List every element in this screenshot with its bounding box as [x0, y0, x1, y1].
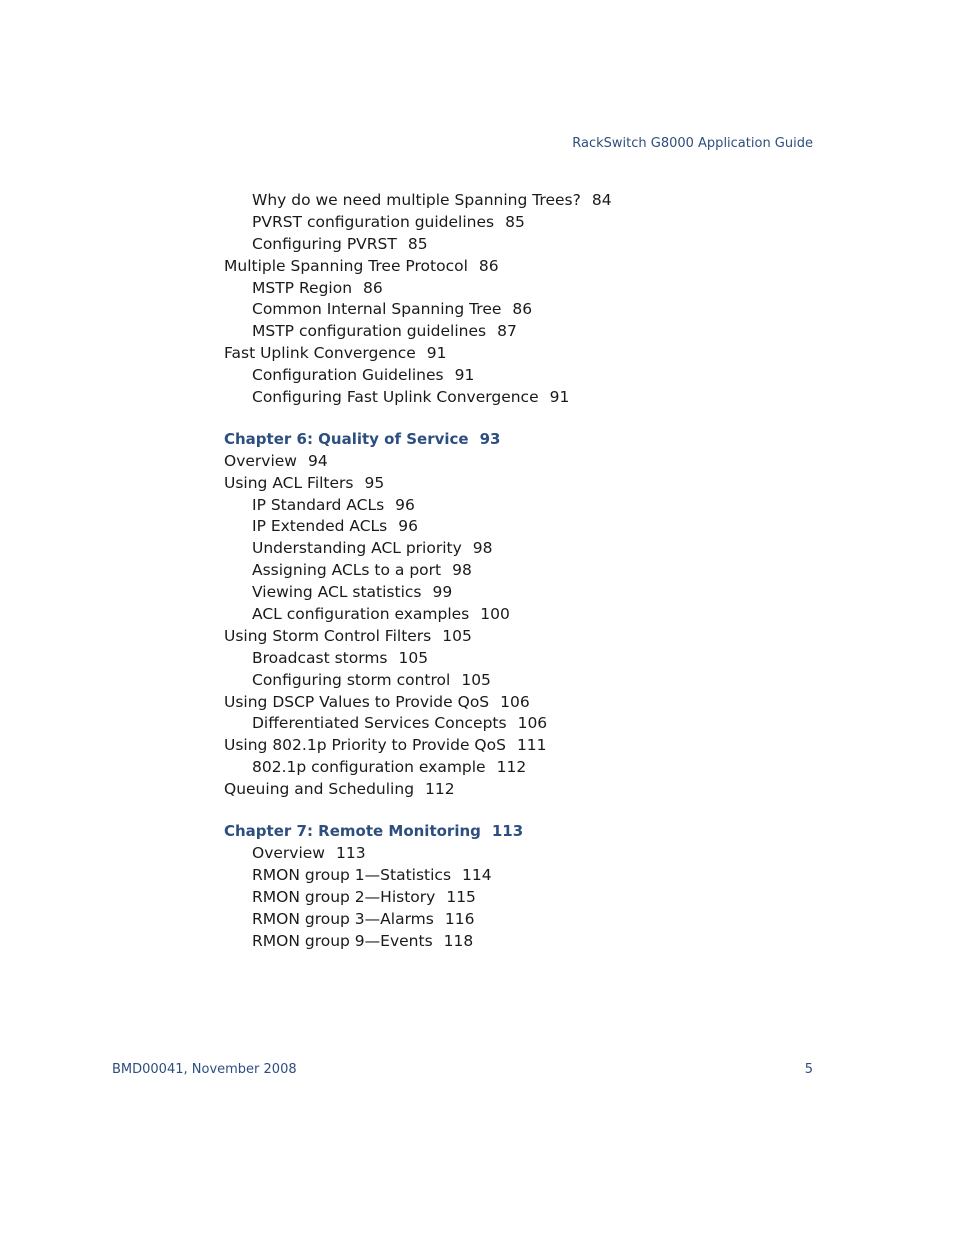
- toc-entry-page: 93: [479, 429, 501, 448]
- toc-entry[interactable]: [224, 931, 844, 953]
- toc-entry-title: ACL configuration examples: [252, 605, 470, 624]
- toc-entry-page: 99: [432, 583, 453, 602]
- toc-entry-page: 115: [446, 887, 476, 906]
- toc-entry-page: 106: [517, 714, 548, 733]
- toc-entry[interactable]: [224, 670, 844, 692]
- toc-entry[interactable]: [224, 256, 844, 278]
- toc-entry-page: 112: [425, 780, 455, 799]
- toc-entry[interactable]: [224, 343, 844, 365]
- toc-entry-title: Viewing ACL statistics: [252, 583, 422, 602]
- toc-entry-title: Overview: [252, 843, 325, 862]
- toc-entry-title: MSTP Region: [252, 278, 353, 297]
- toc-entry-page: 113: [491, 822, 524, 841]
- toc-entry[interactable]: [224, 278, 844, 300]
- toc-entry[interactable]: [224, 648, 844, 670]
- toc-entry[interactable]: [224, 582, 844, 604]
- toc-entry-title: RMON group 9—Events: [252, 931, 433, 950]
- toc-entry-title: Configuration Guidelines: [252, 366, 444, 385]
- toc-entry[interactable]: [224, 779, 844, 801]
- toc-entry-page: 112: [496, 758, 527, 777]
- toc-entry[interactable]: [224, 234, 844, 256]
- toc-entry[interactable]: [224, 538, 844, 560]
- toc-entry-title: IP Extended ACLs: [252, 517, 388, 536]
- toc-entry[interactable]: [224, 757, 844, 779]
- toc-entry-title: Overview: [224, 451, 297, 470]
- toc-entry-title: RMON group 2—History: [252, 887, 436, 906]
- toc-entry-title: 802.1p configuration example: [252, 758, 486, 777]
- toc-entry-page: 86: [478, 256, 499, 275]
- toc-entry[interactable]: [224, 735, 844, 757]
- toc-entry[interactable]: [224, 626, 844, 648]
- toc-entry-title: Chapter 7: Remote Monitoring: [224, 822, 481, 841]
- footer-doc-id-date: BMD00041, November 2008: [112, 1062, 297, 1077]
- toc-entry-title: Understanding ACL priority: [252, 539, 462, 558]
- toc-entry-page: 95: [364, 473, 385, 492]
- toc-entry-page: 106: [500, 692, 530, 711]
- toc-entry-title: PVRST configuration guidelines: [252, 212, 495, 231]
- toc-entry-title: Using ACL Filters: [224, 473, 354, 492]
- toc-entry[interactable]: [224, 887, 844, 909]
- toc-entry-title: Using DSCP Values to Provide QoS: [224, 692, 490, 711]
- toc-entry-page: 116: [444, 909, 475, 928]
- toc-entry[interactable]: [224, 516, 844, 538]
- toc-entry-title: Differentiated Services Concepts: [252, 714, 507, 733]
- toc-entry-title: Multiple Spanning Tree Protocol: [224, 256, 468, 275]
- toc-entry[interactable]: [224, 713, 844, 735]
- toc-entry-title: RMON group 1—Statistics: [252, 865, 452, 884]
- toc-chapter-heading[interactable]: [224, 429, 844, 451]
- toc-entry-page: 96: [398, 517, 418, 536]
- toc-entry-title: Fast Uplink Convergence: [224, 344, 416, 363]
- toc-entry-page: 85: [505, 212, 525, 231]
- toc-entry-page: 85: [407, 234, 428, 253]
- toc-entry-title: Using 802.1p Priority to Provide QoS: [224, 736, 506, 755]
- toc-entry[interactable]: [224, 495, 844, 517]
- toc-entry-page: 98: [472, 539, 493, 558]
- toc-entry[interactable]: [224, 473, 844, 495]
- toc-entry-page: 98: [452, 561, 472, 580]
- toc-entry-title: Broadcast storms: [252, 648, 388, 667]
- footer-page-number: 5: [804, 1062, 813, 1077]
- toc-entry-page: 118: [443, 931, 474, 950]
- toc-entry-title: IP Standard ACLs: [252, 495, 385, 514]
- toc-entry-page: 105: [442, 626, 472, 645]
- toc-entry[interactable]: [224, 560, 844, 582]
- toc-entry-page: 87: [497, 322, 517, 341]
- toc-entry[interactable]: [224, 387, 844, 409]
- toc-entry-title: RMON group 3—Alarms: [252, 909, 434, 928]
- toc-entry-title: Queuing and Scheduling: [224, 780, 415, 799]
- toc-entry-title: MSTP configuration guidelines: [252, 322, 487, 341]
- toc-entry[interactable]: [224, 865, 844, 887]
- toc-entry-page: 96: [395, 495, 415, 514]
- toc-entry-page: 86: [363, 278, 383, 297]
- toc-entry-page: 105: [461, 670, 491, 689]
- toc-entry-page: 86: [512, 300, 533, 319]
- toc-entry-page: 111: [516, 736, 547, 755]
- toc-entry-page: 91: [549, 388, 570, 407]
- toc-entry[interactable]: [224, 692, 844, 714]
- toc-entry-page: 105: [398, 648, 429, 667]
- toc-entry-title: Common Internal Spanning Tree: [252, 300, 502, 319]
- toc-entry-title: Chapter 6: Quality of Service: [224, 429, 469, 448]
- toc-entry-page: 100: [480, 605, 510, 624]
- toc-entry-page: 91: [426, 344, 447, 363]
- toc-entry-page: 114: [462, 865, 492, 884]
- toc-entry-title: Using Storm Control Filters: [224, 626, 432, 645]
- toc-entry-title: Assigning ACLs to a port: [252, 561, 442, 580]
- running-header: RackSwitch G8000 Application Guide: [572, 136, 813, 151]
- toc-entry-page: 113: [335, 843, 366, 862]
- toc-entry-page: 84: [591, 191, 612, 209]
- toc-entry-title: Configuring storm control: [252, 670, 451, 689]
- toc-entry-title: Why do we need multiple Spanning Trees?: [252, 191, 581, 209]
- toc-entry-page: 94: [307, 451, 328, 470]
- toc-entry[interactable]: [224, 843, 844, 865]
- toc-entry[interactable]: [224, 321, 844, 343]
- toc-entry[interactable]: [224, 909, 844, 931]
- toc-entry[interactable]: [224, 212, 844, 234]
- toc-entry-title: Configuring Fast Uplink Convergence: [252, 388, 539, 407]
- toc-entry[interactable]: [224, 604, 844, 626]
- toc-entry[interactable]: [224, 190, 844, 212]
- toc-entry[interactable]: [224, 451, 844, 473]
- toc-entry-title: Configuring PVRST: [252, 234, 397, 253]
- table-of-contents: [224, 190, 844, 952]
- toc-entry-page: 91: [454, 366, 475, 385]
- toc-entry[interactable]: [224, 299, 844, 321]
- toc-entry[interactable]: [224, 365, 844, 387]
- toc-chapter-heading[interactable]: [224, 821, 844, 843]
